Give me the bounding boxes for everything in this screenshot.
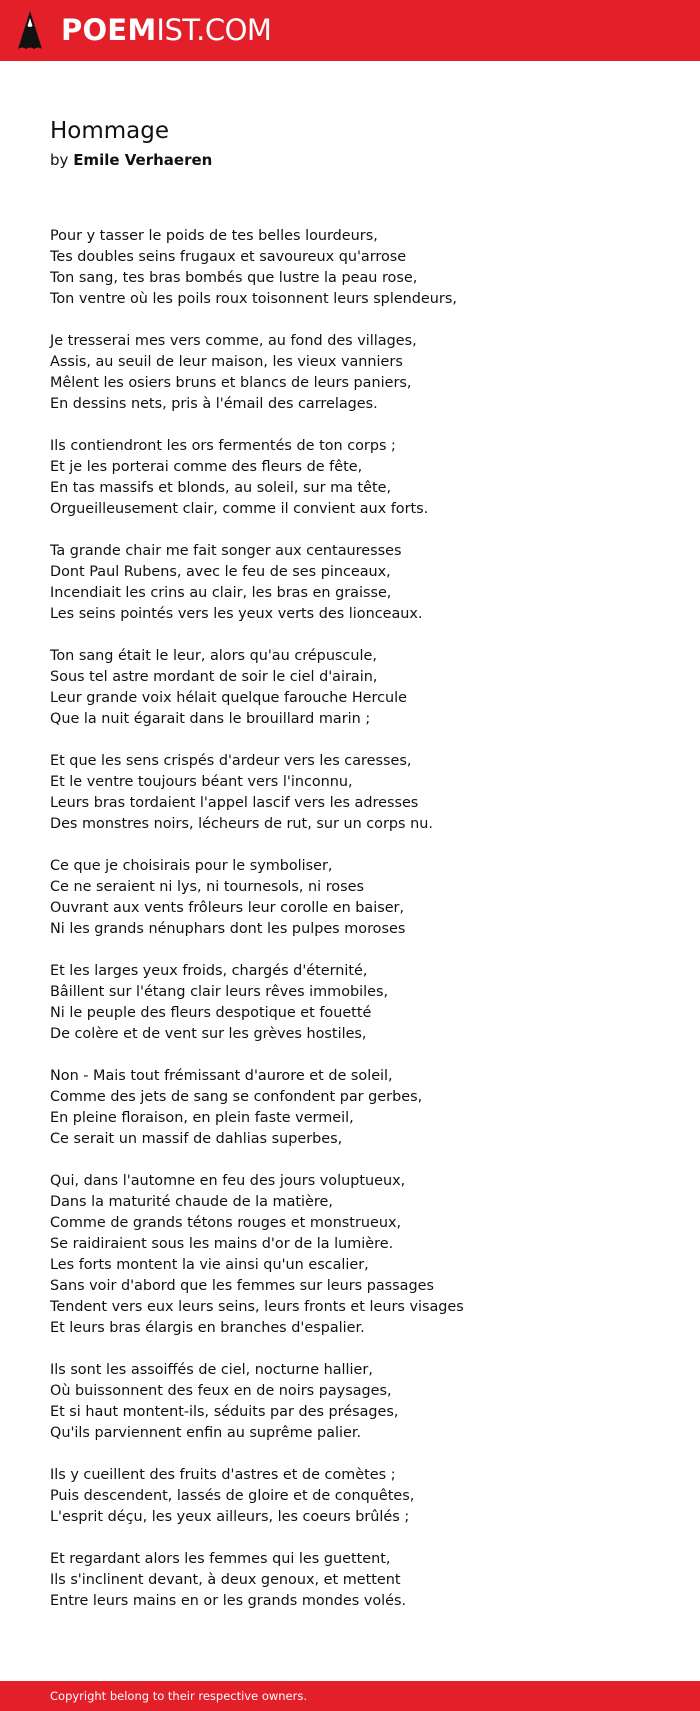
poem-line: Je tresserai mes vers comme, au fond des villages,: [50, 333, 417, 349]
footer-copyright: Copyright belong to their respective owners.: [50, 1689, 308, 1703]
poem-line: Comme des jets de sang se confondent par gerbes,: [50, 1089, 423, 1105]
poem-line: Les seins pointés vers les yeux verts des lionceaux.: [50, 606, 423, 622]
poem-content: [50, 112, 660, 1633]
poem-line: Sous tel astre mordant de soir le ciel d'airain,: [50, 669, 378, 685]
poem-line: En pleine floraison, en plein faste vermeil,: [50, 1110, 354, 1126]
poem-body: [50, 226, 660, 1612]
poem-stanza: [50, 436, 660, 520]
poem-line: Pour y tasser le poids de tes belles lourdeurs,: [50, 228, 378, 244]
poem-line: En dessins nets, pris à l'émail des carrelages.: [50, 396, 378, 412]
poem-line: Incendiait les crins au clair, les bras en graisse,: [50, 585, 392, 601]
poem-line: Dont Paul Rubens, avec le feu de ses pinceaux,: [50, 564, 391, 580]
poem-line: Ni le peuple des fleurs despotique et fouetté: [50, 1005, 372, 1021]
poem-line: Ouvrant aux vents frôleurs leur corolle en baiser,: [50, 900, 405, 916]
poem-line: Où buissonnent des feux en de noirs paysages,: [50, 1383, 392, 1399]
poem-line: Ils s'inclinent devant, à deux genoux, et mettent: [50, 1572, 401, 1588]
poem-line: Ton sang, tes bras bombés que lustre la peau rose,: [50, 270, 418, 286]
poem-line: Non - Mais tout frémissant d'aurore et de soleil,: [50, 1068, 393, 1084]
poem-line: Tes doubles seins frugaux et savoureux qu'arrose: [50, 249, 407, 265]
poem-line: En tas massifs et blonds, au soleil, sur ma tête,: [50, 480, 392, 496]
poem-stanza: [50, 1360, 660, 1444]
by-label: by: [50, 151, 69, 169]
poem-line: Et regardant alors les femmes qui les guettent,: [50, 1551, 391, 1567]
poem-line: Ton sang était le leur, alors qu'au crépuscule,: [50, 648, 377, 664]
poem-line: Comme de grands tétons rouges et monstrueux,: [50, 1215, 402, 1231]
poem-stanza: [50, 1549, 660, 1612]
poem-line: Tendent vers eux leurs seins, leurs fronts et leurs visages: [50, 1299, 464, 1315]
poem-line: Et le ventre toujours béant vers l'inconnu,: [50, 774, 353, 790]
poem-line: Les forts montent la vie ainsi qu'un escalier,: [50, 1257, 369, 1273]
poem-line: Et les larges yeux froids, chargés d'éternité,: [50, 963, 368, 979]
poem-stanza: [50, 961, 660, 1045]
site-header: [0, 0, 700, 61]
poem-line: Ce serait un massif de dahlias superbes,: [50, 1131, 343, 1147]
poem-stanza: [50, 751, 660, 835]
poem-stanza: [50, 331, 660, 415]
poem-line: Orgueilleusement clair, comme il convient aux forts.: [50, 501, 429, 517]
poem-line: Sans voir d'abord que les femmes sur leurs passages: [50, 1278, 434, 1294]
poem-line: Entre leurs mains en or les grands mondes volés.: [50, 1593, 407, 1609]
poem-stanza: [50, 646, 660, 730]
poem-line: Qu'ils parviennent enfin au suprême palier.: [50, 1425, 362, 1441]
poem-byline: [50, 150, 660, 170]
poem-line: Ni les grands nénuphars dont les pulpes moroses: [50, 921, 406, 937]
site-logo-text[interactable]: [61, 12, 271, 48]
poem-line: Ta grande chair me fait songer aux centauresses: [50, 543, 402, 559]
poem-line: Et que les sens crispés d'ardeur vers les caresses,: [50, 753, 412, 769]
poem-line: Ils contiendront les ors fermentés de ton corps ;: [50, 438, 396, 454]
site-footer: [0, 1681, 700, 1711]
poem-line: Et je les porterai comme des fleurs de fête,: [50, 459, 363, 475]
poem-line: Ton ventre où les poils roux toisonnent leurs splendeurs,: [50, 291, 457, 307]
poem-line: Qui, dans l'automne en feu des jours voluptueux,: [50, 1173, 406, 1189]
poem-line: Leurs bras tordaient l'appel lascif vers les adresses: [50, 795, 419, 811]
poem-line: Bâillent sur l'étang clair leurs rêves immobiles,: [50, 984, 389, 1000]
poem-stanza: [50, 541, 660, 625]
brand-light: IST.COM: [156, 13, 272, 47]
poem-stanza: [50, 1066, 660, 1150]
pencil-tip-icon[interactable]: [17, 10, 43, 52]
poem-line: Assis, au seuil de leur maison, les vieux vanniers: [50, 354, 403, 370]
poem-line: Se raidiraient sous les mains d'or de la lumière.: [50, 1236, 394, 1252]
poem-stanza: [50, 226, 660, 310]
poem-line: Ils y cueillent des fruits d'astres et de comètes ;: [50, 1467, 396, 1483]
poem-line: Et leurs bras élargis en branches d'espalier.: [50, 1320, 365, 1336]
poem-line: Des monstres noirs, lécheurs de rut, sur un corps nu.: [50, 816, 433, 832]
poem-line: Ce que je choisirais pour le symboliser,: [50, 858, 333, 874]
poem-line: Ce ne seraient ni lys, ni tournesols, ni roses: [50, 879, 364, 895]
poem-line: Que la nuit égarait dans le brouillard marin ;: [50, 711, 371, 727]
poem-author: Emile Verhaeren: [73, 151, 213, 169]
poem-line: Dans la maturité chaude de la matière,: [50, 1194, 333, 1210]
brand-strong: POEM: [61, 13, 157, 47]
poem-stanza: [50, 856, 660, 940]
poem-line: Leur grande voix hélait quelque farouche Hercule: [50, 690, 408, 706]
poem-line: De colère et de vent sur les grèves hostiles,: [50, 1026, 367, 1042]
poem-line: L'esprit déçu, les yeux ailleurs, les coeurs brûlés ;: [50, 1509, 410, 1525]
poem-stanza: [50, 1465, 660, 1528]
poem-line: Ils sont les assoiffés de ciel, nocturne hallier,: [50, 1362, 373, 1378]
poem-title: Hommage: [50, 118, 170, 144]
poem-line: Mêlent les osiers bruns et blancs de leurs paniers,: [50, 375, 412, 391]
poem-stanza: [50, 1171, 660, 1339]
poem-line: Puis descendent, lassés de gloire et de conquêtes,: [50, 1488, 415, 1504]
poem-line: Et si haut montent-ils, séduits par des présages,: [50, 1404, 399, 1420]
